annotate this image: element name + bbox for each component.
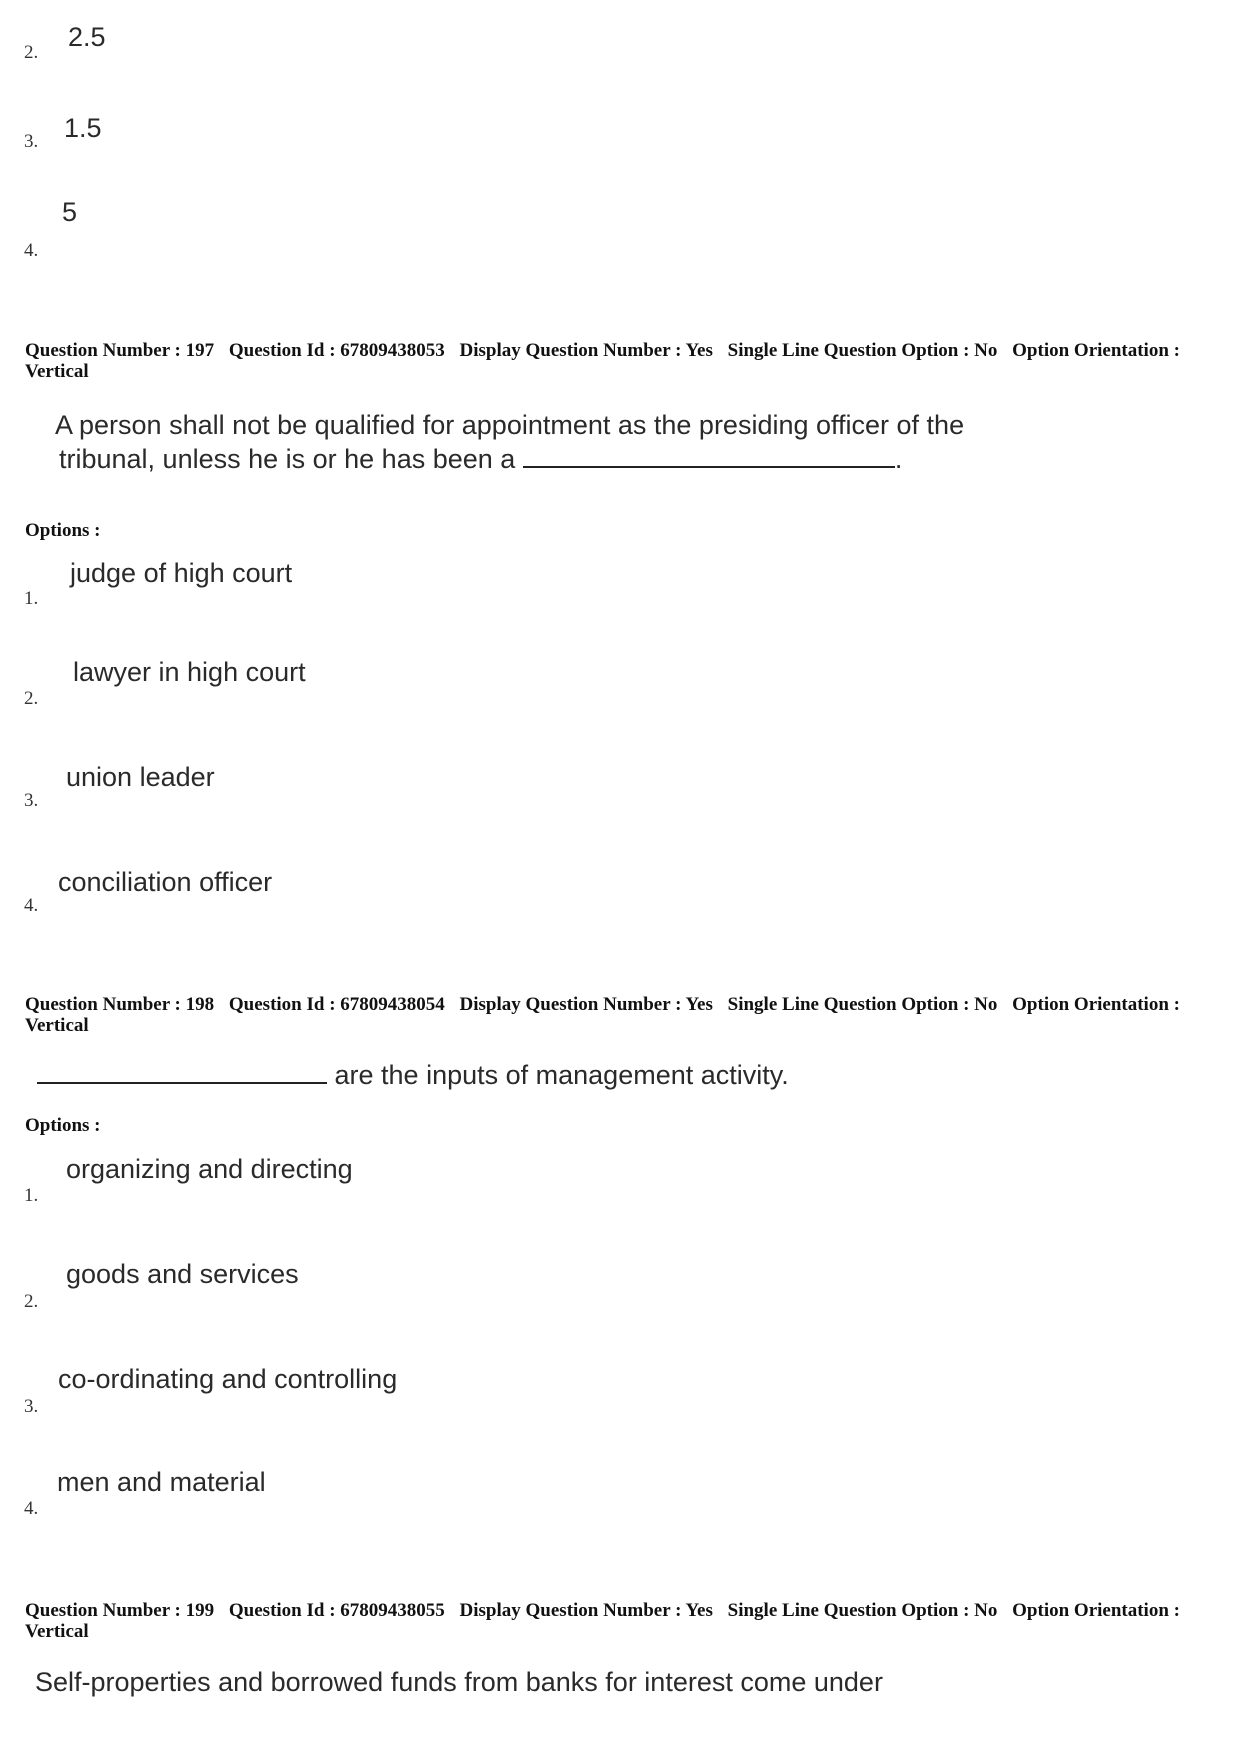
single-line-option: Single Line Question Option : No <box>727 1600 998 1621</box>
option-number: 3. <box>24 790 39 811</box>
question-number: Question Number : 199 <box>25 1600 215 1621</box>
option-text: goods and services <box>66 1259 299 1289</box>
option-text: judge of high court <box>70 558 293 588</box>
display-question-number: Display Question Number : Yes <box>459 994 713 1015</box>
option-text: conciliation officer <box>58 867 273 897</box>
option-text: lawyer in high court <box>73 657 306 687</box>
option-number: 1. <box>24 588 39 609</box>
question-id: Question Id : 67809438053 <box>228 340 445 361</box>
option-number: 3. <box>24 1396 39 1417</box>
option-orientation: Option Orientation : Vertical <box>25 340 1180 382</box>
options-label: Options : <box>25 1115 101 1136</box>
question-text-fragment: are the inputs of management activity. <box>334 1060 789 1090</box>
answer-blank <box>523 442 895 468</box>
question-text-end: . <box>894 444 903 474</box>
question-text-197 <box>55 408 964 476</box>
options-label: Options : <box>25 520 101 541</box>
question-text-fragment: tribunal, unless he is or he has been a <box>59 444 516 474</box>
answer-blank <box>37 1058 327 1084</box>
question-text-199: Self-properties and borrowed funds from banks for interest come under <box>35 1667 883 1697</box>
question-number: Question Number : 198 <box>25 994 215 1015</box>
single-line-option: Single Line Question Option : No <box>727 340 998 361</box>
option-orientation: Option Orientation : Vertical <box>25 1600 1180 1642</box>
option-orientation: Option Orientation : Vertical <box>25 994 1180 1036</box>
question-text-line-1: A person shall not be qualified for appointment as the presiding officer of the <box>55 410 965 440</box>
question-text-198 <box>37 1058 789 1092</box>
question-header-197 <box>25 340 1215 382</box>
option-number: 2. <box>24 1291 39 1312</box>
question-id: Question Id : 67809438055 <box>228 1600 445 1621</box>
option-number: 2. <box>24 688 39 709</box>
option-number: 4. <box>24 1498 39 1519</box>
option-text: 1.5 <box>64 113 102 143</box>
question-header-198 <box>25 994 1215 1036</box>
question-header-199 <box>25 1600 1215 1642</box>
option-text: union leader <box>66 762 215 792</box>
option-number: 2. <box>24 42 39 63</box>
option-number: 1. <box>24 1185 39 1206</box>
option-text: 5 <box>62 197 78 227</box>
question-number: Question Number : 197 <box>25 340 215 361</box>
display-question-number: Display Question Number : Yes <box>459 340 713 361</box>
option-text: organizing and directing <box>66 1154 353 1184</box>
option-number: 3. <box>24 131 39 152</box>
question-text-line-2 <box>55 442 964 476</box>
option-number: 4. <box>24 240 39 261</box>
question-id: Question Id : 67809438054 <box>228 994 445 1015</box>
option-number: 4. <box>24 895 39 916</box>
option-text: 2.5 <box>68 22 106 52</box>
option-text: men and material <box>57 1467 266 1497</box>
single-line-option: Single Line Question Option : No <box>727 994 998 1015</box>
option-text: co-ordinating and controlling <box>58 1364 398 1394</box>
display-question-number: Display Question Number : Yes <box>459 1600 713 1621</box>
